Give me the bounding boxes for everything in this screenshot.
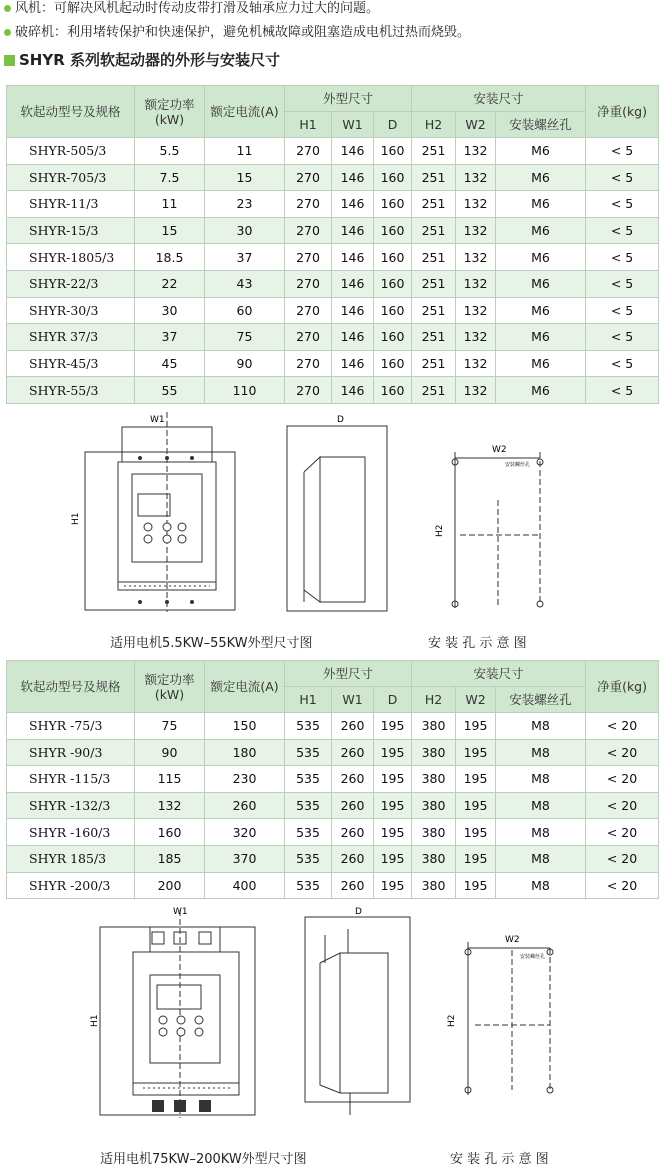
- cell-model: SHYR-1805/3: [7, 244, 135, 271]
- spec-table-small: [6, 85, 659, 404]
- table-cell: 60: [205, 297, 285, 324]
- table-cell: 195: [374, 845, 412, 872]
- table-cell: 260: [332, 766, 374, 793]
- table-cell: M8: [496, 792, 586, 819]
- header-w2: W2: [456, 112, 496, 138]
- cell-model: SHYR -200/3: [7, 872, 135, 899]
- header-power: 额定功率(kW): [135, 86, 205, 138]
- header-install: 安装尺寸: [412, 661, 586, 687]
- table-cell: < 5: [586, 350, 659, 377]
- table-cell: 380: [412, 766, 456, 793]
- table-cell: 110: [205, 377, 285, 404]
- table-cell: 260: [332, 792, 374, 819]
- table-cell: 146: [332, 324, 374, 351]
- top-terminal-box: [150, 927, 220, 952]
- table-cell: < 5: [586, 244, 659, 271]
- table-cell: 195: [374, 792, 412, 819]
- table-cell: 160: [374, 244, 412, 271]
- side-drawing-small: [282, 412, 392, 612]
- table-cell: 75: [205, 324, 285, 351]
- table-cell: 380: [412, 792, 456, 819]
- table-cell: 37: [205, 244, 285, 271]
- table-row: [7, 819, 659, 846]
- caption-outline-large: 适用电机75KW–200KW外型尺寸图: [100, 1152, 307, 1167]
- cell-model: SHYR-11/3: [7, 191, 135, 218]
- table-row: [7, 217, 659, 244]
- table-row: [7, 845, 659, 872]
- table-row: [7, 872, 659, 899]
- hole-note-label: 安装螺丝孔: [505, 462, 531, 468]
- table-cell: M8: [496, 872, 586, 899]
- cell-model: SHYR -90/3: [7, 739, 135, 766]
- table-cell: 251: [412, 270, 456, 297]
- section-title-text: SHYR 系列软起动器的外形与安装尺寸: [19, 51, 280, 69]
- table-cell: 535: [285, 739, 332, 766]
- table-cell: < 20: [586, 766, 659, 793]
- bullet-crusher-text: 破碎机：利用堵转保护和快速保护，避免机械故障或阻塞造成电机过热而烧毁。: [15, 25, 471, 40]
- table-cell: 160: [374, 138, 412, 165]
- header-weight: 净重(kg): [586, 661, 659, 713]
- table-cell: 132: [456, 244, 496, 271]
- dim-d-label: D: [355, 907, 362, 917]
- table-cell: 132: [456, 377, 496, 404]
- table-cell: 251: [412, 350, 456, 377]
- table-cell: 150: [205, 713, 285, 740]
- table-cell: 195: [374, 739, 412, 766]
- dim-h1-label: H1: [71, 512, 81, 525]
- header-power: 额定功率(kW): [135, 661, 205, 713]
- table-row: [7, 324, 659, 351]
- table-cell: 270: [285, 270, 332, 297]
- header-h1: H1: [285, 687, 332, 713]
- table-cell: < 20: [586, 792, 659, 819]
- cell-model: SHYR-15/3: [7, 217, 135, 244]
- table-cell: 535: [285, 713, 332, 740]
- table-cell: 37: [135, 324, 205, 351]
- hole-note-label: 安装螺丝孔: [520, 954, 546, 960]
- table-cell: 251: [412, 138, 456, 165]
- table-cell: 230: [205, 766, 285, 793]
- header-w2: W2: [456, 687, 496, 713]
- cell-model: SHYR-55/3: [7, 377, 135, 404]
- bullet-fan-text: 风机：可解决风机起动时传动皮带打滑及轴承应力过大的问题。: [15, 1, 380, 16]
- table-cell: < 20: [586, 845, 659, 872]
- table-cell: < 5: [586, 164, 659, 191]
- header-model: 软起动型号及规格: [7, 86, 135, 138]
- side-body: [340, 953, 388, 1093]
- cell-model: SHYR-45/3: [7, 350, 135, 377]
- cell-model: SHYR 185/3: [7, 845, 135, 872]
- table-cell: 132: [456, 350, 496, 377]
- caption-holes-small: 安 装 孔 示 意 图: [428, 636, 527, 651]
- table-cell: 30: [135, 297, 205, 324]
- table-cell: 5.5: [135, 138, 205, 165]
- table-cell: 11: [135, 191, 205, 218]
- table-cell: 15: [135, 217, 205, 244]
- table-cell: 146: [332, 270, 374, 297]
- table-row: [7, 350, 659, 377]
- table-row: [7, 164, 659, 191]
- table-cell: 160: [374, 164, 412, 191]
- hole-drawing-large: [440, 930, 570, 1100]
- dim-h1-label: H1: [90, 1014, 100, 1027]
- square-bullet-icon: [4, 55, 15, 66]
- table-cell: 22: [135, 270, 205, 297]
- table-cell: 160: [374, 191, 412, 218]
- table-row: [7, 244, 659, 271]
- table-cell: 535: [285, 872, 332, 899]
- table-cell: 270: [285, 138, 332, 165]
- table-cell: 160: [374, 377, 412, 404]
- table-cell: 7.5: [135, 164, 205, 191]
- table-row: [7, 377, 659, 404]
- table-cell: < 5: [586, 138, 659, 165]
- table-cell: 132: [456, 164, 496, 191]
- table-cell: 195: [456, 739, 496, 766]
- side-body: [320, 457, 365, 602]
- header-current: 额定电流(A): [205, 86, 285, 138]
- side-frame: [305, 917, 410, 1102]
- dim-h2-label: H2: [447, 1014, 457, 1027]
- table-cell: 23: [205, 191, 285, 218]
- cell-model: SHYR -115/3: [7, 766, 135, 793]
- table-cell: < 5: [586, 324, 659, 351]
- header-current: 额定电流(A): [205, 661, 285, 713]
- table-cell: 45: [135, 350, 205, 377]
- bullet-dot-icon: [4, 5, 11, 12]
- table-cell: 251: [412, 164, 456, 191]
- table-cell: 251: [412, 217, 456, 244]
- table-cell: < 5: [586, 191, 659, 218]
- table-cell: 146: [332, 138, 374, 165]
- table-cell: M6: [496, 217, 586, 244]
- table-cell: 535: [285, 845, 332, 872]
- table-cell: 146: [332, 244, 374, 271]
- table-cell: M6: [496, 350, 586, 377]
- spec-table-large: [6, 660, 659, 899]
- side-frame: [287, 426, 387, 611]
- table-cell: M8: [496, 713, 586, 740]
- table-cell: 146: [332, 350, 374, 377]
- bullet-crusher: [4, 24, 470, 42]
- table-cell: < 20: [586, 819, 659, 846]
- table-cell: 146: [332, 191, 374, 218]
- table-cell: < 20: [586, 713, 659, 740]
- table-cell: 11: [205, 138, 285, 165]
- header-h2: H2: [412, 112, 456, 138]
- table-cell: M6: [496, 138, 586, 165]
- table-cell: 195: [456, 819, 496, 846]
- dim-w1-label: W1: [150, 415, 165, 425]
- table-cell: 270: [285, 377, 332, 404]
- table-cell: 132: [456, 324, 496, 351]
- header-outer: 外型尺寸: [285, 86, 412, 112]
- table-cell: 380: [412, 819, 456, 846]
- caption-holes-large: 安 装 孔 示 意 图: [450, 1152, 549, 1167]
- table-cell: 260: [332, 713, 374, 740]
- dim-w1-label: W1: [173, 907, 188, 917]
- header-screw: 安装螺丝孔: [496, 112, 586, 138]
- dim-h2-label: H2: [435, 524, 445, 537]
- header-model: 软起动型号及规格: [7, 661, 135, 713]
- table-cell: 400: [205, 872, 285, 899]
- table-cell: 146: [332, 164, 374, 191]
- table-body-small: [7, 138, 659, 404]
- table-cell: 195: [374, 766, 412, 793]
- table-cell: < 20: [586, 739, 659, 766]
- table-cell: 160: [374, 324, 412, 351]
- header-outer: 外型尺寸: [285, 661, 412, 687]
- table-cell: 146: [332, 217, 374, 244]
- table-cell: 251: [412, 191, 456, 218]
- table-row: [7, 191, 659, 218]
- table-cell: 115: [135, 766, 205, 793]
- header-d: D: [374, 112, 412, 138]
- table-cell: M6: [496, 191, 586, 218]
- table-cell: M6: [496, 297, 586, 324]
- table-cell: 535: [285, 766, 332, 793]
- table-cell: 535: [285, 819, 332, 846]
- bullet-fan: [4, 0, 379, 18]
- table-cell: 160: [374, 297, 412, 324]
- cell-model: SHYR-22/3: [7, 270, 135, 297]
- table-cell: 160: [135, 819, 205, 846]
- table-cell: 185: [135, 845, 205, 872]
- table-row: [7, 792, 659, 819]
- table-cell: 90: [135, 739, 205, 766]
- cell-model: SHYR-30/3: [7, 297, 135, 324]
- table-row: [7, 739, 659, 766]
- table-cell: 160: [374, 350, 412, 377]
- table-cell: < 5: [586, 297, 659, 324]
- table-cell: 200: [135, 872, 205, 899]
- table-cell: 30: [205, 217, 285, 244]
- cell-model: SHYR -160/3: [7, 819, 135, 846]
- table-cell: < 5: [586, 377, 659, 404]
- table-cell: 270: [285, 297, 332, 324]
- table-cell: M6: [496, 164, 586, 191]
- header-h1: H1: [285, 112, 332, 138]
- header-weight: 净重(kg): [586, 86, 659, 138]
- cell-model: SHYR 37/3: [7, 324, 135, 351]
- cell-model: SHYR -132/3: [7, 792, 135, 819]
- header-install: 安装尺寸: [412, 86, 586, 112]
- table-cell: M8: [496, 845, 586, 872]
- table-cell: 260: [332, 872, 374, 899]
- table-cell: M8: [496, 819, 586, 846]
- table-cell: 132: [456, 138, 496, 165]
- side-bevel: [304, 457, 320, 602]
- table-cell: 260: [332, 845, 374, 872]
- side-drawing-large: [300, 905, 415, 1120]
- table-cell: 160: [374, 270, 412, 297]
- device-body: [133, 952, 239, 1095]
- table-cell: 146: [332, 297, 374, 324]
- table-cell: 132: [456, 270, 496, 297]
- table-row: [7, 766, 659, 793]
- header-screw: 安装螺丝孔: [496, 687, 586, 713]
- table-cell: 270: [285, 217, 332, 244]
- table-cell: 270: [285, 324, 332, 351]
- table-cell: < 5: [586, 270, 659, 297]
- table-cell: 195: [456, 713, 496, 740]
- table-cell: M6: [496, 377, 586, 404]
- table-cell: M6: [496, 244, 586, 271]
- table-cell: 132: [456, 297, 496, 324]
- table-cell: 55: [135, 377, 205, 404]
- header-w1: W1: [332, 112, 374, 138]
- table-cell: < 20: [586, 872, 659, 899]
- table-cell: 43: [205, 270, 285, 297]
- table-cell: 195: [456, 872, 496, 899]
- table-cell: 270: [285, 164, 332, 191]
- table-cell: 535: [285, 792, 332, 819]
- table-cell: 132: [456, 191, 496, 218]
- table-cell: 132: [456, 217, 496, 244]
- table-cell: 15: [205, 164, 285, 191]
- table-cell: 380: [412, 845, 456, 872]
- table-cell: 320: [205, 819, 285, 846]
- outline-drawing-large: [90, 905, 260, 1120]
- table-cell: 195: [374, 713, 412, 740]
- table-cell: 270: [285, 244, 332, 271]
- header-w1: W1: [332, 687, 374, 713]
- table-cell: 195: [456, 792, 496, 819]
- table-cell: 251: [412, 377, 456, 404]
- table-cell: 260: [332, 739, 374, 766]
- table-row: [7, 297, 659, 324]
- table-cell: 195: [456, 766, 496, 793]
- table-row: [7, 270, 659, 297]
- table-cell: 370: [205, 845, 285, 872]
- cell-model: SHYR -75/3: [7, 713, 135, 740]
- table-cell: 195: [374, 872, 412, 899]
- cell-model: SHYR-705/3: [7, 164, 135, 191]
- header-d: D: [374, 687, 412, 713]
- table-cell: 75: [135, 713, 205, 740]
- dim-d-label: D: [337, 415, 344, 425]
- table-cell: M6: [496, 324, 586, 351]
- table-cell: 270: [285, 191, 332, 218]
- table-cell: 251: [412, 324, 456, 351]
- dim-w2-label: W2: [492, 445, 507, 455]
- dim-w2-label: W2: [505, 935, 520, 945]
- outline-drawing-small: [71, 412, 240, 612]
- table-cell: 146: [332, 377, 374, 404]
- table-cell: 380: [412, 872, 456, 899]
- table-row: [7, 713, 659, 740]
- table-cell: 195: [456, 845, 496, 872]
- hole-drawing-small: [430, 440, 560, 615]
- table-body-large: [7, 713, 659, 899]
- table-row: [7, 138, 659, 165]
- table-cell: M8: [496, 766, 586, 793]
- table-cell: 160: [374, 217, 412, 244]
- table-cell: 380: [412, 713, 456, 740]
- table-cell: 270: [285, 350, 332, 377]
- bullet-dot-icon: [4, 29, 11, 36]
- table-cell: 18.5: [135, 244, 205, 271]
- table-cell: 260: [205, 792, 285, 819]
- header-h2: H2: [412, 687, 456, 713]
- table-cell: 195: [374, 819, 412, 846]
- cell-model: SHYR-505/3: [7, 138, 135, 165]
- side-bevel: [320, 953, 340, 1093]
- table-cell: < 5: [586, 217, 659, 244]
- table-cell: M8: [496, 739, 586, 766]
- table-cell: 380: [412, 739, 456, 766]
- caption-outline-small: 适用电机5.5KW–55KW外型尺寸图: [110, 636, 313, 651]
- table-cell: M6: [496, 270, 586, 297]
- section-title: [4, 50, 280, 70]
- table-cell: 251: [412, 244, 456, 271]
- table-cell: 132: [135, 792, 205, 819]
- table-cell: 180: [205, 739, 285, 766]
- table-cell: 251: [412, 297, 456, 324]
- table-cell: 260: [332, 819, 374, 846]
- table-cell: 90: [205, 350, 285, 377]
